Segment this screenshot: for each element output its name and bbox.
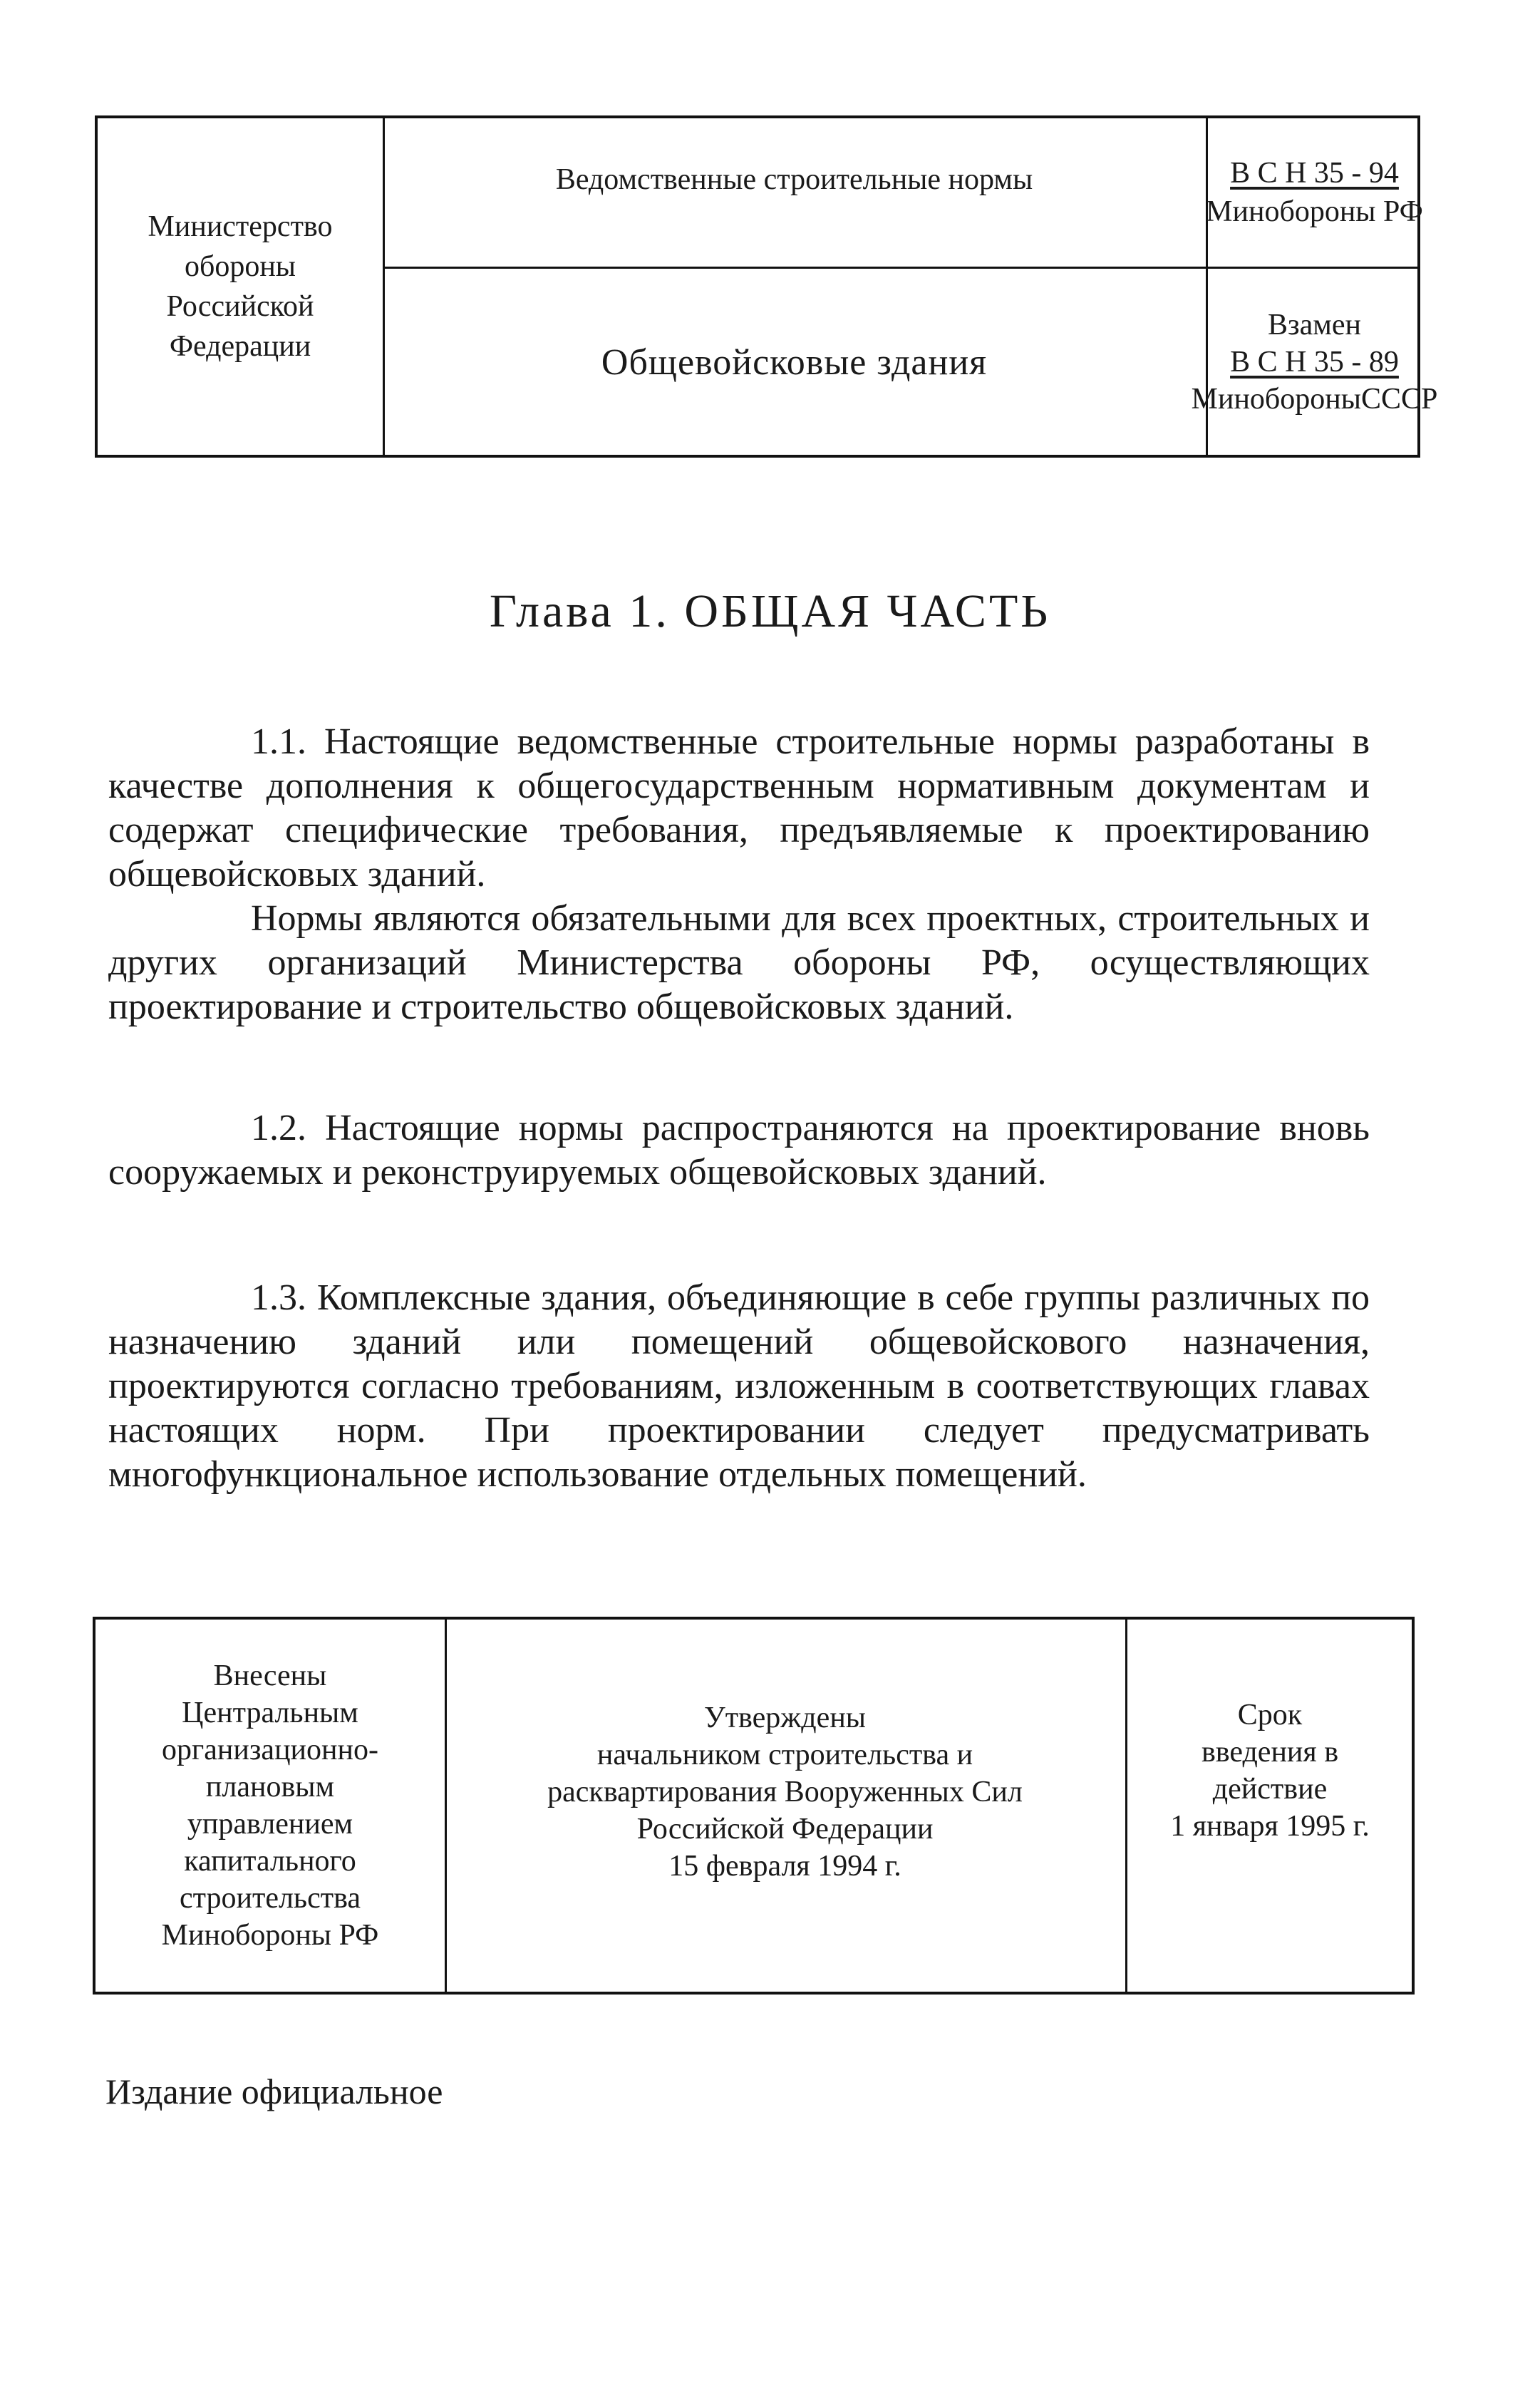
effective-line: действие (1212, 1773, 1328, 1806)
introduced-line: плановым (205, 1771, 335, 1803)
approved-line: 15 февраля 1994 г. (668, 1850, 901, 1883)
effective-line: Срок (1237, 1699, 1303, 1731)
ministry-line: Министерство (148, 210, 333, 243)
approved-line: Российской Федерации (636, 1813, 934, 1846)
introduced-cell (95, 1620, 445, 1992)
introduced-line: Минобороны РФ (161, 1919, 379, 1952)
effective-line: 1 января 1995 г. (1170, 1810, 1370, 1843)
approval-table (93, 1617, 1415, 1995)
document-code: В С Н 35 - 94 (1230, 157, 1399, 190)
replaces-code: В С Н 35 - 89 (1230, 346, 1399, 379)
introduced-line: организационно- (162, 1734, 378, 1766)
approved-cell (445, 1620, 1125, 1992)
section-1-1 (108, 720, 1370, 1029)
chapter-title: Глава 1. ОБЩАЯ ЧАСТЬ (489, 585, 1051, 637)
header-table (95, 115, 1438, 458)
paragraph: Нормы являются обязательными для всех проектных, строительных и других организаций Министерства обороны РФ, осуществляющих проектирование и строительство общевойсковых зданий. (108, 898, 1370, 1027)
introduced-line: Центральным (182, 1697, 358, 1729)
introduced-line: Внесены (213, 1659, 327, 1692)
introduced-line: капитального (184, 1845, 356, 1878)
effective-date-cell (1125, 1620, 1415, 1992)
approved-line: начальником строительства и (596, 1739, 973, 1771)
replaces-cell (1191, 267, 1438, 458)
document-code-cell (1206, 118, 1423, 267)
paragraph: 1.2. Настоящие нормы распространяются на проектирование вновь сооружаемых и реконструируемых общевойсковых зданий. (108, 1108, 1370, 1193)
replaces-owner: МинобороныСССР (1191, 383, 1438, 416)
ministry-line: Российской (166, 290, 314, 323)
replaces-label: Взамен (1268, 309, 1361, 341)
approved-line: Утверждены (703, 1702, 867, 1734)
document-title: Общевойсковые здания (601, 341, 988, 383)
introduced-line: управлением (187, 1808, 353, 1841)
ministry-line: обороны (184, 250, 296, 283)
ministry-line: Федерации (169, 330, 311, 363)
ministry-cell (98, 118, 383, 455)
norms-title: Ведомственные строительные нормы (555, 163, 1033, 196)
section-1-2 (108, 1106, 1370, 1195)
section-1-3 (108, 1276, 1370, 1497)
approved-line: расквартирования Вооруженных Сил (547, 1776, 1023, 1808)
document-owner: Минобороны РФ (1206, 195, 1423, 228)
official-edition-label: Издание официальное (105, 2071, 443, 2111)
paragraph: 1.3. Комплексные здания, объединяющие в себе группы различных по назначению зданий или помещений общевойскового назначения, проектируются согласно требованиям, изложенным в соответствующих главах настоящих норм. При проектировании следует предусматривать многофункциональное использование отдельных помещений. (108, 1277, 1370, 1495)
introduced-line: строительства (179, 1882, 361, 1915)
effective-line: введения в (1201, 1736, 1339, 1769)
paragraph: 1.1. Настоящие ведомственные строительные нормы разработаны в качестве дополнения к общегосударственным нормативным документам и содержат специфические требования, предъявляемые к проектированию общевойсковых зданий. (108, 721, 1370, 895)
